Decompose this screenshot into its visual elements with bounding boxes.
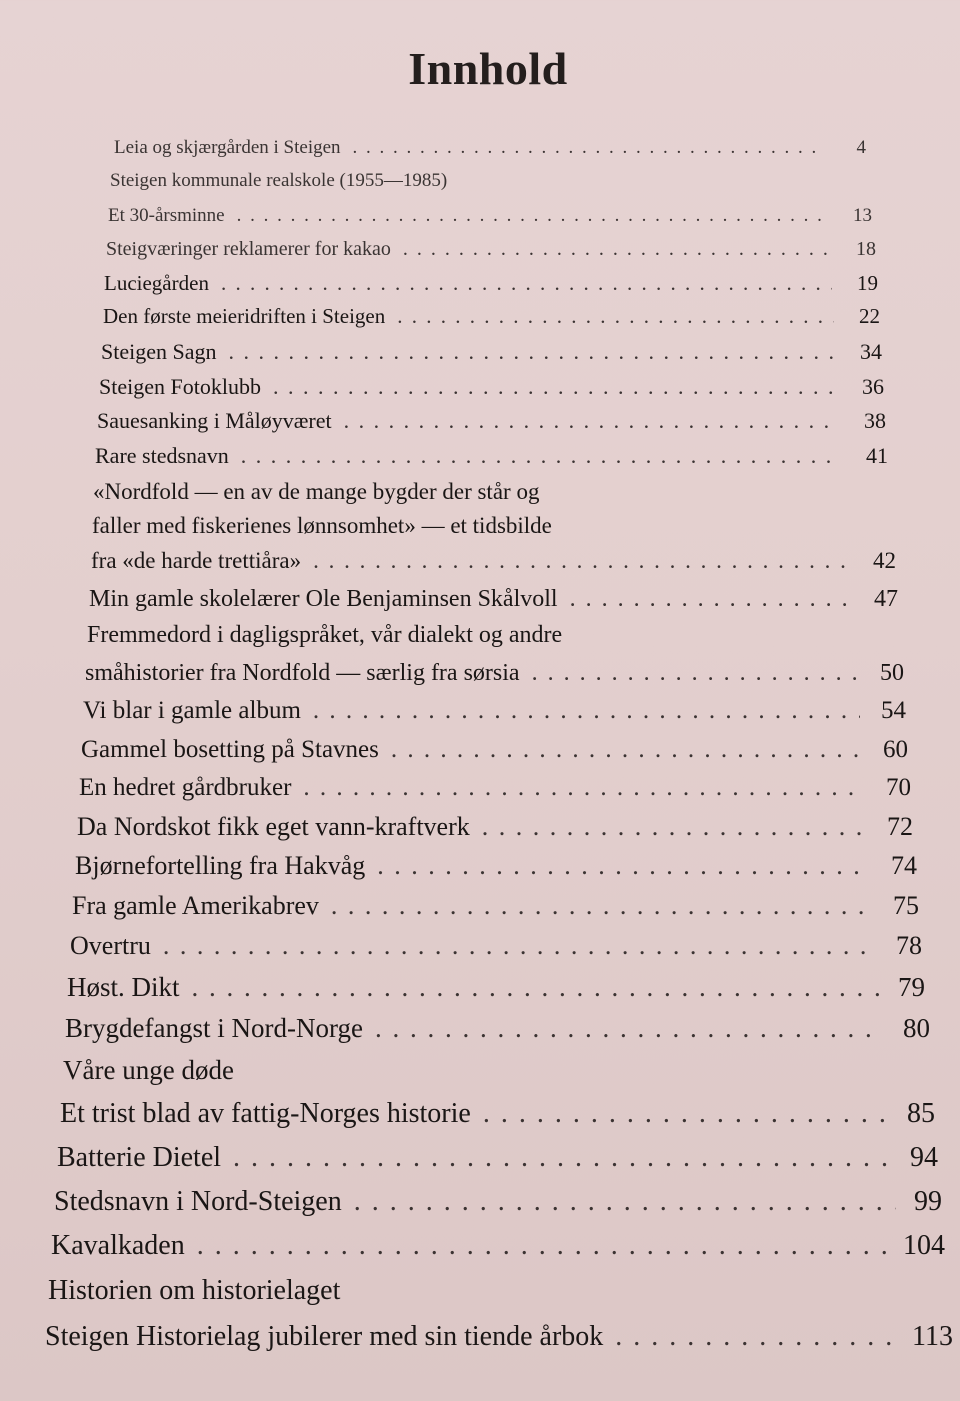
toc-page-number: 94 (910, 1142, 938, 1173)
toc-entry (104, 270, 878, 297)
dot-leader (221, 270, 832, 297)
dot-leader (313, 546, 850, 575)
toc-entry (63, 1054, 930, 1087)
toc-entry-title: Rare stedsnavn (95, 443, 229, 468)
toc-page-number: 113 (912, 1321, 953, 1352)
toc-page-number: 42 (873, 548, 896, 573)
toc-entry (99, 373, 884, 401)
toc-entry-title: Steigen kommunale realskole (1955—1985) (110, 170, 448, 191)
toc-entry (72, 890, 919, 922)
toc-page-number: 22 (859, 304, 880, 328)
toc-page-number: 19 (857, 271, 878, 295)
toc-page-number: 36 (862, 374, 884, 399)
toc-entry (101, 338, 882, 366)
dot-leader (192, 971, 879, 1004)
toc-entry-title: Sauesanking i Måløyværet (97, 408, 332, 433)
dot-leader (570, 584, 852, 614)
toc-entry (93, 477, 888, 506)
toc-page-number: 18 (856, 238, 876, 260)
dot-leader (197, 1229, 893, 1263)
toc-page-number: 104 (903, 1230, 945, 1261)
dot-leader (163, 930, 876, 962)
toc-entry (91, 546, 896, 575)
toc-entry (54, 1185, 942, 1219)
toc-entry-title: Fremmedord i dagligspråket, vår dialekt og andre (87, 622, 563, 648)
toc-entry (95, 442, 888, 470)
toc-entry (57, 1141, 938, 1175)
toc-entry (81, 734, 908, 765)
dot-leader (532, 658, 858, 688)
toc-entry (87, 620, 900, 650)
toc-entry-title: Stedsnavn i Nord-Steigen (54, 1186, 342, 1217)
toc-entry-title: «Nordfold — en av de mange bygder der står og (93, 479, 540, 504)
toc-entry (92, 511, 890, 540)
toc-page-number: 34 (860, 339, 882, 364)
toc-entry-title: Den første meieridriften i Steigen (103, 304, 386, 328)
toc-entry (83, 695, 906, 726)
dot-leader (237, 203, 826, 228)
dot-leader (353, 135, 820, 160)
toc-page-number: 13 (853, 205, 872, 226)
toc-entry (70, 930, 922, 962)
toc-page-number: 47 (874, 586, 898, 612)
dot-leader (303, 772, 865, 803)
dot-leader (403, 236, 830, 262)
toc-entry (79, 772, 911, 803)
toc-entry (114, 135, 866, 160)
toc-page-number: 60 (883, 736, 908, 763)
toc-entry (45, 1320, 953, 1354)
toc-entry-title: Et 30-årsminne (108, 205, 225, 226)
toc-entry (110, 168, 866, 193)
dot-leader (391, 734, 862, 765)
dot-leader (483, 1097, 889, 1131)
toc-entry-title: Vi blar i gamle album (83, 697, 301, 724)
toc-page-number: 85 (907, 1098, 935, 1129)
toc-entry-title: Fra gamle Amerikabrev (72, 891, 319, 920)
page-title: Innhold (408, 43, 568, 94)
toc-entry-title: Historien om historielaget (48, 1275, 341, 1306)
toc-entry (60, 1097, 935, 1131)
dot-leader (615, 1320, 902, 1354)
toc-page-number: 80 (903, 1013, 930, 1043)
toc-entry-title: fra «de harde trettiåra» (91, 548, 302, 573)
toc-page-number: 99 (914, 1186, 942, 1217)
toc-entry-title: Steigen Fotoklubb (99, 374, 261, 399)
toc-entry-title: Da Nordskot fikk eget vann-kraftverk (77, 812, 470, 841)
toc-entry-title: Luciegården (104, 271, 209, 295)
toc-entry-title: Kavalkaden (51, 1230, 185, 1261)
toc-entry (65, 1012, 930, 1045)
toc-page-number: 79 (898, 972, 925, 1002)
toc-entry (75, 850, 917, 882)
toc-entry-title: Gammel bosetting på Stavnes (81, 736, 379, 763)
toc-entry-title: Batterie Dietel (57, 1142, 222, 1173)
toc-entry (85, 658, 904, 688)
dot-leader (482, 811, 867, 843)
toc-entry-title: Høst. Dikt (67, 972, 180, 1002)
toc-entry-title: småhistorier fra Nordfold — særlig fra sørsia (85, 660, 520, 686)
toc-entry-title: faller med fiskerienes lønnsomhet» — et tidsbilde (92, 513, 552, 538)
toc-entry-title: Våre unge døde (63, 1055, 234, 1085)
toc-entry (89, 584, 898, 614)
toc-entry (77, 811, 913, 843)
dot-leader (375, 1012, 884, 1045)
toc-entry-title: En hedret gårdbruker (79, 774, 292, 801)
toc-entry-title: Steigen Historielag jubilerer med sin tiende årbok (45, 1321, 604, 1352)
toc-entry-title: Leia og skjærgården i Steigen (114, 137, 341, 158)
toc-entry (51, 1229, 945, 1263)
dot-leader (377, 850, 871, 882)
toc-entry (48, 1274, 948, 1308)
toc-page-number: 4 (856, 137, 866, 158)
toc-entry (67, 971, 925, 1004)
toc-entry-title: Steigen Sagn (101, 339, 217, 364)
dot-leader (229, 338, 837, 366)
toc-page-number: 72 (887, 812, 913, 841)
dot-leader (354, 1185, 896, 1219)
dot-leader (233, 1141, 892, 1175)
toc-page-number: 70 (886, 774, 911, 801)
toc-entry-title: Steigværinger reklamerer for kakao (106, 238, 391, 260)
toc-entry (103, 303, 880, 330)
toc-page-number: 78 (896, 931, 922, 960)
toc-page-number: 38 (864, 408, 886, 433)
toc-page-number: 75 (893, 891, 919, 920)
toc-entry-title: Brygdefangst i Nord-Norge (65, 1013, 363, 1043)
dot-leader (397, 303, 834, 330)
toc-entry (97, 407, 886, 435)
toc-page-number: 54 (881, 697, 906, 724)
dot-leader (241, 442, 842, 470)
dot-leader (273, 373, 838, 401)
toc-entry-title: Min gamle skolelærer Ole Benjaminsen Skålvoll (89, 586, 558, 612)
toc-page-number: 50 (880, 660, 904, 686)
dot-leader (344, 407, 840, 435)
toc-entry (106, 236, 876, 262)
toc-entry-title: Bjørnefortelling fra Hakvåg (75, 851, 366, 880)
toc-page-number: 41 (866, 443, 888, 468)
toc-page-number: 74 (891, 851, 917, 880)
dot-leader (313, 695, 860, 726)
toc-entry-title: Overtru (70, 931, 151, 960)
dot-leader (331, 890, 873, 922)
toc-entry-title: Et trist blad av fattig-Norges historie (60, 1098, 471, 1129)
toc-entry (108, 203, 872, 228)
